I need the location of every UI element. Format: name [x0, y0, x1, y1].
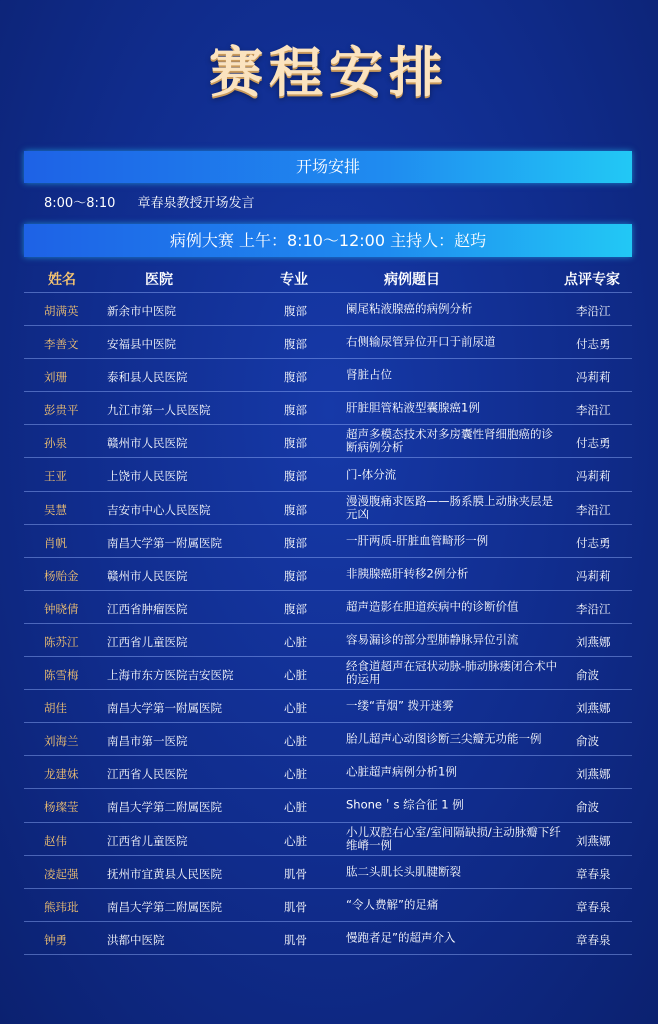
cell-hospital: 九江市第一人民医院 [107, 403, 211, 418]
cell-case-title: 超声多模态技术对多房囊性肾细胞癌的诊断病例分析 [346, 427, 553, 455]
cell-reviewer: 章春泉 [576, 866, 611, 881]
cell-name: 陈雪梅 [44, 668, 79, 683]
cell-reviewer: 冯莉莉 [576, 568, 611, 583]
cell-name: 钟晓倩 [44, 601, 79, 616]
table-row [24, 425, 632, 458]
cell-reviewer: 俞波 [576, 668, 599, 683]
cell-hospital: 上海市东方医院吉安医院 [107, 668, 234, 683]
cell-case-title: 慢跑者足”的超声介入 [346, 930, 456, 945]
cell-specialty: 肌骨 [284, 932, 307, 947]
table-row [24, 292, 632, 326]
cell-name: 吴慧 [44, 502, 67, 517]
cell-name: 刘海兰 [44, 734, 79, 749]
table-row [24, 392, 632, 425]
cell-name: 肖帆 [44, 535, 67, 550]
table-row [24, 458, 632, 491]
header-specialty: 专业 [280, 272, 308, 288]
cell-hospital: 江西省人民医院 [107, 767, 188, 782]
cell-specialty: 心脏 [284, 800, 307, 815]
cell-specialty: 腹部 [284, 535, 307, 550]
cell-name: 刘珊 [44, 370, 67, 385]
cell-name: 杨贻金 [44, 568, 79, 583]
cell-case-title: 漫漫腹痛求医路——肠系膜上动脉夹层是元凶 [346, 493, 553, 521]
cell-reviewer: 李沿江 [576, 601, 611, 616]
cell-hospital: 抚州市宜黄县人民医院 [107, 866, 222, 881]
cell-specialty: 心脏 [284, 767, 307, 782]
cell-case-title: 右侧输尿管异位开口于前尿道 [346, 334, 496, 349]
page-title: 赛程安排 [209, 41, 449, 104]
cell-hospital: 江西省儿童医院 [107, 634, 188, 649]
table-row [24, 326, 632, 359]
cell-specialty: 心脏 [284, 668, 307, 683]
table-row [24, 690, 632, 723]
table-row [24, 856, 632, 889]
cell-case-title: 门-体分流 [346, 467, 397, 482]
cell-case-title: 一缕“青烟” 拨开迷雾 [346, 698, 454, 713]
cell-hospital: 洪都中医院 [107, 932, 165, 947]
cell-hospital: 南昌大学第二附属医院 [107, 899, 222, 914]
cell-name: 赵伟 [44, 833, 67, 848]
opening-schedule-line [44, 192, 255, 211]
cell-specialty: 腹部 [284, 568, 307, 583]
cell-name: 龙建妹 [44, 767, 79, 782]
table-row [24, 889, 632, 922]
cell-specialty: 肌骨 [284, 899, 307, 914]
cell-hospital: 江西省肿瘤医院 [107, 601, 188, 616]
table-row [24, 922, 632, 955]
cell-case-title: 肾脏占位 [346, 367, 392, 382]
cell-case-title: 一肝两质-肝脏血管畸形一例 [346, 533, 489, 548]
table-row [24, 789, 632, 822]
header-case: 病例题目 [384, 272, 440, 288]
table-row [24, 525, 632, 558]
cell-case-title: 经食道超声在冠状动脉-肺动脉瘘闭合术中的运用 [346, 659, 558, 687]
cell-name: 彭贵平 [44, 403, 79, 418]
table-row [24, 492, 632, 525]
cell-hospital: 吉安市中心人民医院 [107, 502, 211, 517]
cell-reviewer: 李沿江 [576, 304, 611, 318]
cell-reviewer: 章春泉 [576, 899, 611, 914]
cell-specialty: 腹部 [284, 601, 307, 616]
cell-name: 胡满英 [44, 304, 79, 318]
table-row [24, 657, 632, 690]
case-session-bar: 病例大赛 上午：8:10～12:00 主持人：赵玙 [24, 224, 632, 257]
opening-content: 章春泉教授开场发言 [137, 196, 255, 211]
cell-hospital: 赣州市人民医院 [107, 568, 188, 583]
cell-name: 凌起强 [44, 866, 79, 881]
table-row [24, 823, 632, 856]
header-hospital: 医院 [145, 272, 173, 288]
cell-hospital: 赣州市人民医院 [107, 436, 188, 451]
cell-hospital: 南昌大学第一附属医院 [107, 535, 222, 550]
cell-hospital: 南昌大学第一附属医院 [107, 701, 222, 716]
cell-name: 王亚 [44, 469, 67, 484]
cell-specialty: 腹部 [284, 337, 307, 352]
cell-hospital: 南昌市第一医院 [107, 734, 188, 749]
cell-hospital: 上饶市人民医院 [107, 469, 188, 484]
cell-case-title: 心脏超声病例分析1例 [346, 764, 457, 779]
cell-reviewer: 李沿江 [576, 403, 611, 418]
cell-reviewer: 俞波 [576, 800, 599, 815]
cell-specialty: 腹部 [284, 304, 307, 318]
cell-hospital: 南昌大学第二附属医院 [107, 800, 222, 815]
cell-case-title: 容易漏诊的部分型肺静脉异位引流 [346, 632, 519, 647]
cell-case-title: 非胰腺癌肝转移2例分析 [346, 566, 469, 581]
cell-specialty: 心脏 [284, 833, 307, 848]
cell-specialty: 肌骨 [284, 866, 307, 881]
cell-specialty: 腹部 [284, 502, 307, 517]
table-body [24, 292, 632, 955]
cell-reviewer: 冯莉莉 [576, 370, 611, 385]
cell-reviewer: 冯莉莉 [576, 469, 611, 484]
cell-reviewer: 付志勇 [576, 535, 611, 550]
cell-reviewer: 刘燕娜 [576, 833, 611, 848]
cell-case-title: 阑尾粘液腺癌的病例分析 [346, 301, 473, 316]
cell-reviewer: 付志勇 [576, 337, 611, 352]
cell-name: 李善文 [44, 337, 79, 352]
cell-hospital: 新余市中医院 [107, 304, 176, 318]
table-row [24, 756, 632, 789]
opening-time: 8:00～8:10 [44, 196, 116, 211]
opening-section-bar: 开场安排 [24, 151, 632, 183]
cell-specialty: 腹部 [284, 436, 307, 451]
schedule-table [24, 262, 632, 955]
cell-reviewer: 刘燕娜 [576, 634, 611, 649]
cell-specialty: 心脏 [284, 634, 307, 649]
cell-specialty: 腹部 [284, 370, 307, 385]
cell-reviewer: 李沿江 [576, 502, 611, 517]
cell-reviewer: 刘燕娜 [576, 767, 611, 782]
cell-specialty: 心脏 [284, 701, 307, 716]
cell-hospital: 泰和县人民医院 [107, 370, 188, 385]
cell-reviewer: 章春泉 [576, 932, 611, 947]
table-row [24, 359, 632, 392]
table-row [24, 723, 632, 756]
header-name: 姓名 [48, 272, 76, 288]
cell-specialty: 腹部 [284, 469, 307, 484]
cell-name: 陈苏江 [44, 634, 79, 649]
cell-hospital: 安福县中医院 [107, 337, 176, 352]
cell-hospital: 江西省儿童医院 [107, 833, 188, 848]
cell-case-title: 肝脏胆管粘液型囊腺癌1例 [346, 400, 480, 415]
header-reviewer: 点评专家 [564, 272, 620, 288]
cell-reviewer: 付志勇 [576, 436, 611, 451]
cell-specialty: 腹部 [284, 403, 307, 418]
table-row [24, 558, 632, 591]
cell-name: 杨璨莹 [44, 800, 79, 815]
cell-case-title: 肱二头肌长头肌腱断裂 [346, 864, 461, 879]
cell-name: 胡佳 [44, 701, 67, 716]
cell-case-title: “令人费解”的足痛 [346, 897, 439, 912]
cell-specialty: 心脏 [284, 734, 307, 749]
cell-case-title: Shone＇s 综合征 1 例 [346, 797, 464, 812]
cell-case-title: 超声造影在胆道疾病中的诊断价值 [346, 599, 519, 614]
cell-case-title: 胎儿超声心动图诊断三尖瓣无功能一例 [346, 731, 542, 746]
table-row [24, 624, 632, 657]
table-header [24, 262, 632, 292]
cell-reviewer: 刘燕娜 [576, 701, 611, 716]
cell-name: 熊玮玭 [44, 899, 79, 914]
cell-reviewer: 俞波 [576, 734, 599, 749]
table-row [24, 591, 632, 624]
cell-name: 钟勇 [44, 932, 67, 947]
cell-case-title: 小儿双腔右心室/室间隔缺损/主动脉瓣下纤维嵴一例 [346, 824, 561, 852]
cell-name: 孙泉 [44, 436, 67, 451]
